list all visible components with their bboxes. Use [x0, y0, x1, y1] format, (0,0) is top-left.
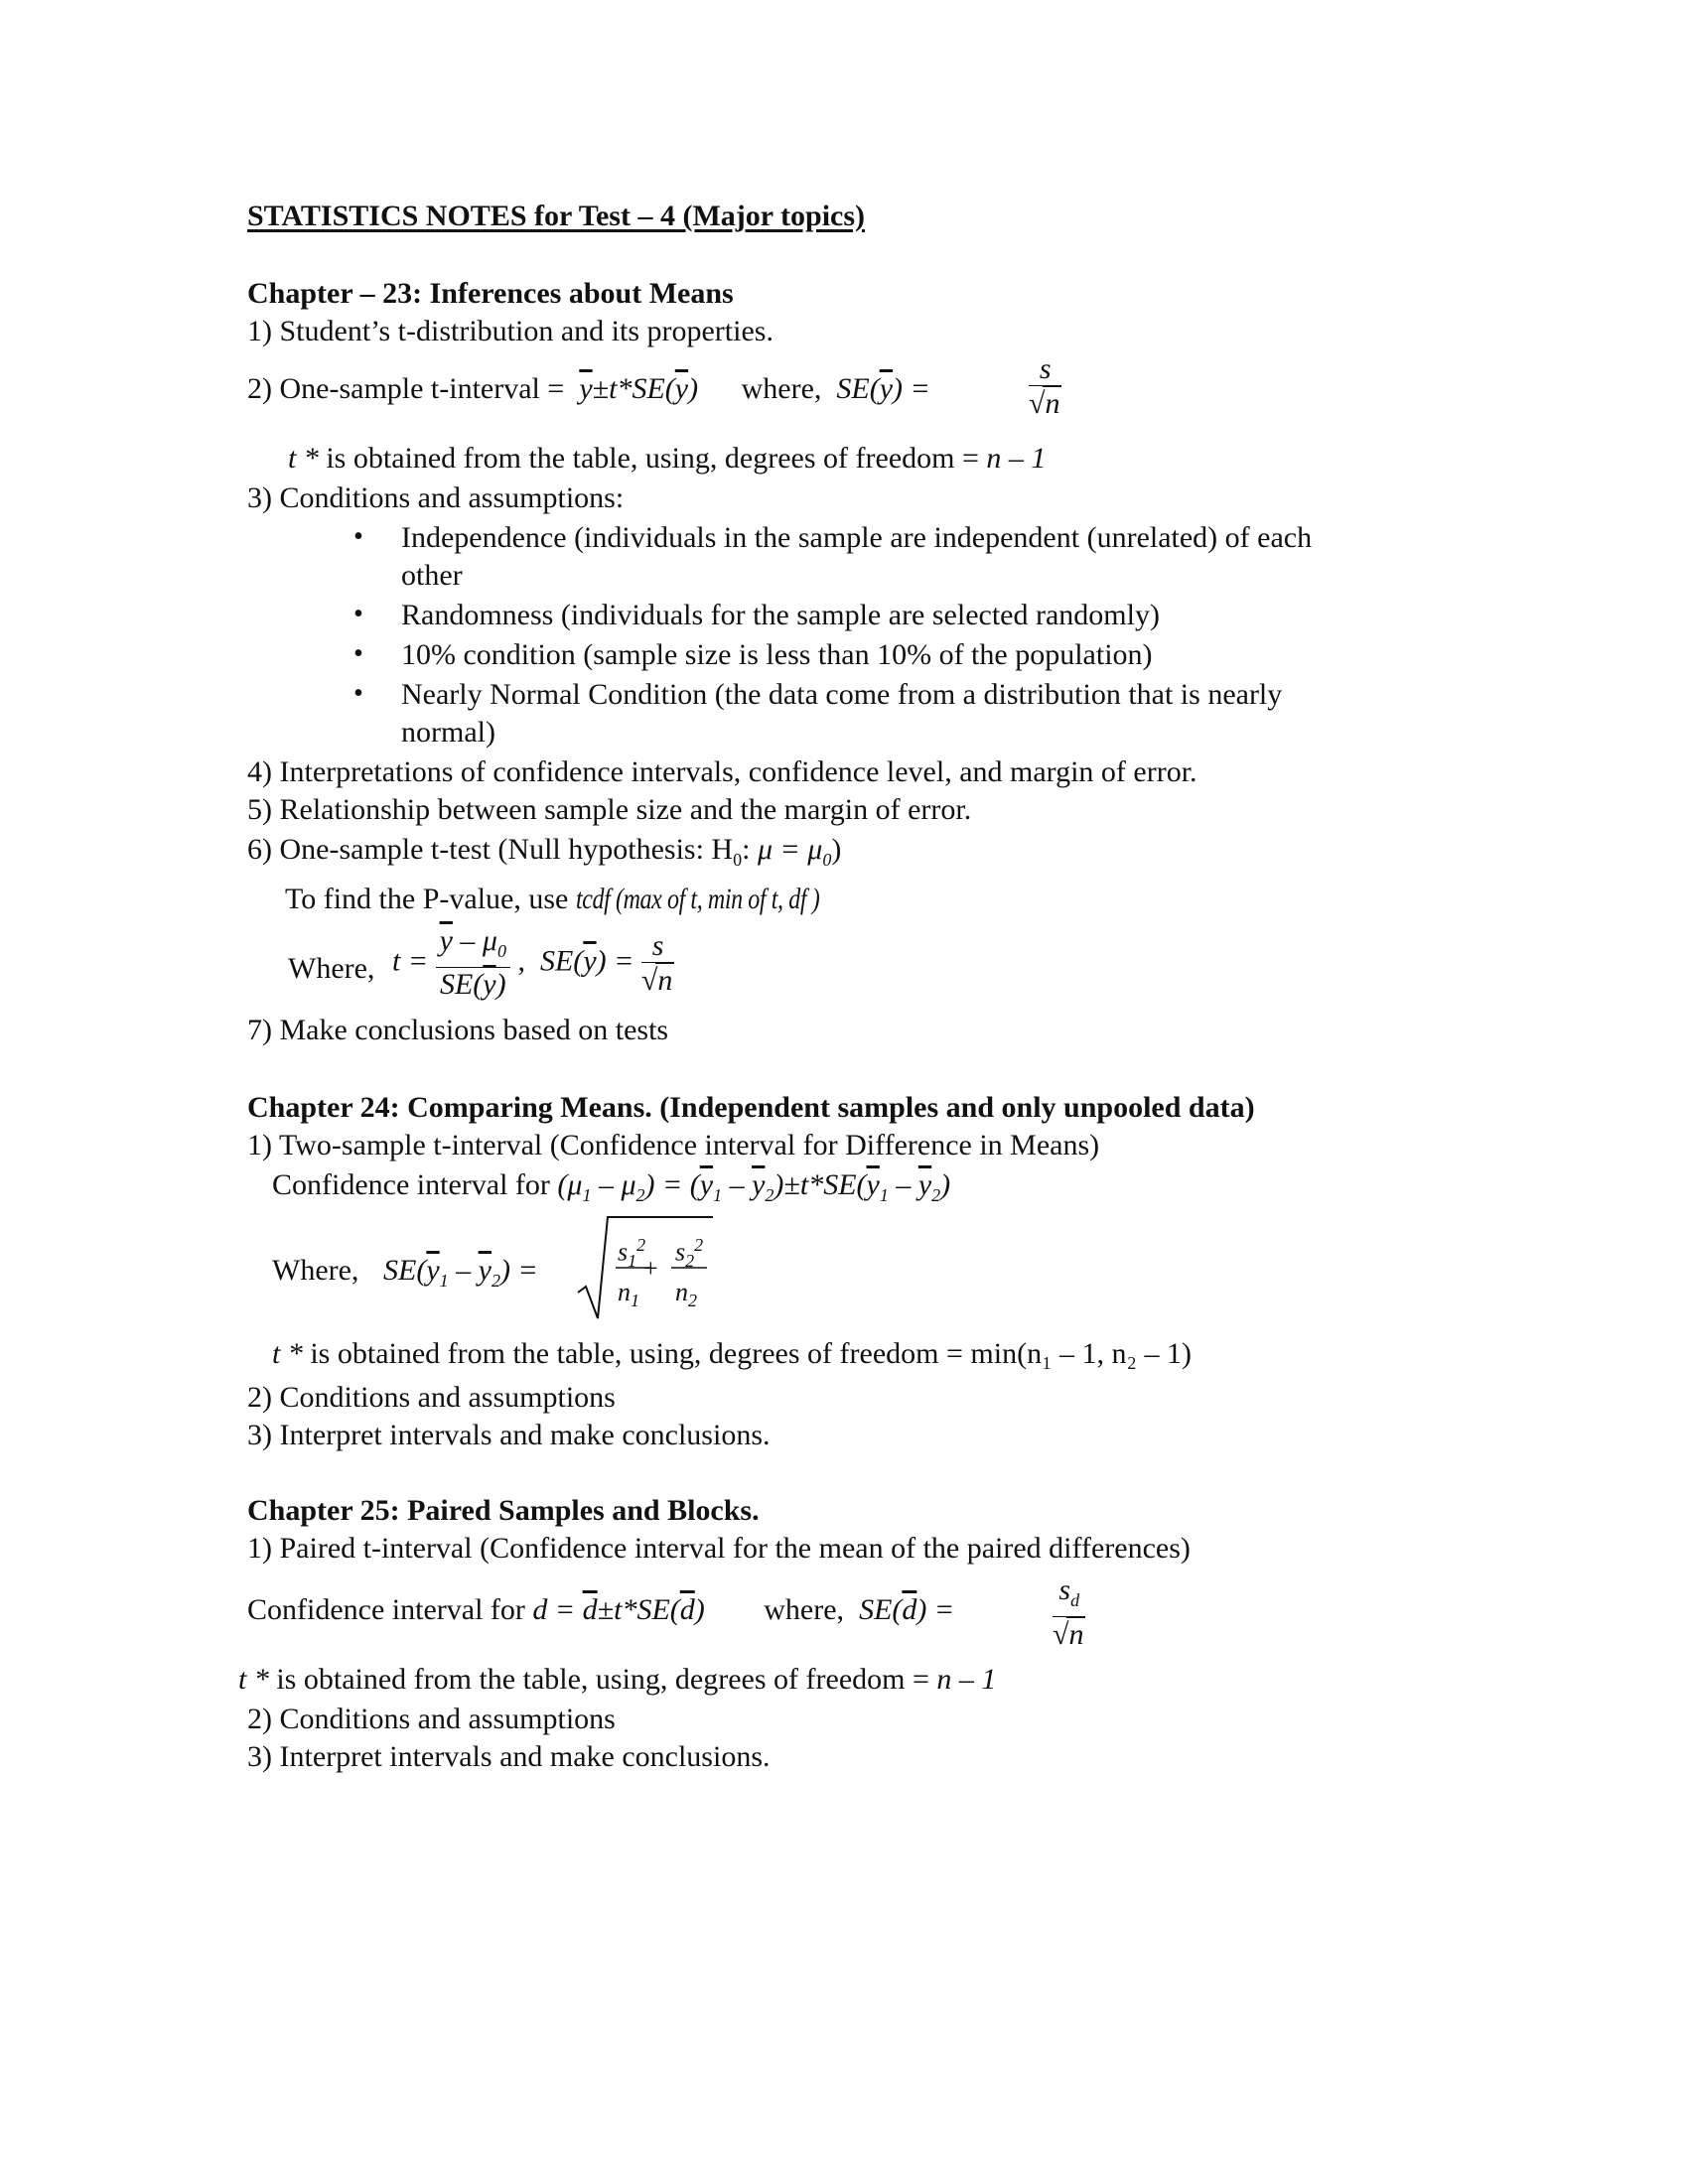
chapter-23-heading: Chapter – 23: Inferences about Means	[247, 277, 734, 310]
ch24-where: Where,	[272, 1254, 359, 1287]
n2: $n_2$	[675, 1278, 697, 1311]
ch25-item-2: 2) Conditions and assumptions	[247, 1703, 616, 1735]
ch24-item-2: 2) Conditions and assumptions	[247, 1381, 616, 1414]
chapter-25-heading: Chapter 25: Paired Samples and Blocks.	[247, 1494, 760, 1527]
two-sample-se-formula: $SE(\overline{y}_1 - \overline{y}_2)$ =	[383, 1254, 538, 1291]
se-fraction: $\frac{s}{√n}$	[1029, 352, 1060, 420]
ch23-where: Where,	[288, 952, 375, 985]
ch23-tstar-line: t * is obtained from the table, using, degrees of freedom = n – 1	[288, 442, 1047, 475]
paired-interval-formula: $d = \overline{d}\pm t*SE(\overline{d})$	[532, 1593, 705, 1626]
ch23-item-1: 1) Student’s t-distribution and its properties.	[247, 315, 774, 347]
ch25-item-3: 3) Interpret intervals and make conclusions.	[247, 1740, 771, 1773]
ch24-tstar-line: t * is obtained from the table, using, degrees of freedom = min(n₁ – 1, n₂ – 1)	[272, 1337, 1192, 1370]
ch24-ci-line: Confidence interval for $(\mu_1 - \mu_2) = (\overline{y}_1 - \overline{y}_2)\pm t*SE(\overline{y}_1 - \overline{y}_2)$	[272, 1168, 951, 1205]
bullet-icon: •	[353, 521, 363, 552]
ch23-pvalue-line: To find the P-value, use tcdf (max of t, min of t, df )	[285, 883, 820, 915]
ch23-item-2-text: 2) One-sample t-interval =	[247, 372, 565, 405]
bullet-4-line-2: normal)	[401, 716, 495, 749]
one-sample-interval-formula: $\overline{y}\pm t*SE(\overline{y})$	[579, 372, 699, 405]
ch23-item-6: 6) One-sample t-test (Null hypothesis: $H_0$: $\mu = \mu_0$)	[247, 833, 842, 870]
bullet-4-line-1: Nearly Normal Condition (the data come from a distribution that is nearly	[401, 678, 1283, 711]
ch24-item-3: 3) Interpret intervals and make conclusions.	[247, 1419, 771, 1451]
bullet-1-line-2: other	[401, 559, 463, 592]
se-formula: $SE(\overline{y})$ =	[828, 372, 930, 405]
ch23-item-2-where: where,	[741, 372, 822, 405]
ch25-ci-line: Confidence interval for $d = \overline{d}\pm t*SE(\overline{d})$ where, $SE(\overline{d})$ =	[247, 1593, 955, 1626]
page-title: STATISTICS NOTES for Test – 4 (Major topics)	[247, 200, 866, 232]
bullet-3: 10% condition (sample size is less than 10% of the population)	[401, 638, 1153, 671]
s1-squared: $s_1^2$	[618, 1235, 646, 1271]
bullet-1-line-1: Independence (individuals in the sample are independent (unrelated) of each	[401, 521, 1313, 554]
tcdf-function: tcdf (max of t, min of t, df )	[575, 883, 820, 915]
paired-se-fraction: $\frac{s_d}{√n}$	[1053, 1573, 1084, 1651]
ch25-item-1: 1) Paired t-interval (Confidence interval for the mean of the paired differences)	[247, 1532, 1191, 1565]
n1: $n_1$	[618, 1278, 639, 1311]
bullet-icon: •	[353, 638, 363, 669]
ch23-item-4: 4) Interpretations of confidence intervals, confidence level, and margin of error.	[247, 755, 1197, 788]
ch23-item-5: 5) Relationship between sample size and the margin of error.	[247, 793, 972, 826]
ch25-tstar-line: t * is obtained from the table, using, degrees of freedom = n – 1	[238, 1663, 997, 1696]
ch23-item-7: 7) Make conclusions based on tests	[247, 1014, 669, 1046]
bullet-2: Randomness (individuals for the sample are selected randomly)	[401, 599, 1160, 631]
bullet-icon: •	[353, 599, 363, 629]
t-statistic-formula: t = $\frac{\overline{y} - \mu_0}{SE(\overline{y})}$ , $SE(\overline{y})$ = $\frac{s}{√n}$	[392, 924, 673, 1001]
ch23-item-2	[247, 371, 930, 407]
s2-squared: $s_2^2$	[675, 1235, 704, 1271]
plus-sign: +	[643, 1254, 658, 1283]
two-sample-interval-formula: $(\mu_1 - \mu_2) = (\overline{y}_1 - \overline{y}_2)\pm t*SE(\overline{y}_1 - \overline{y}_2)$	[557, 1168, 951, 1205]
bullet-icon: •	[353, 678, 363, 709]
ch24-item-1: 1) Two-sample t-interval (Confidence interval for Difference in Means)	[247, 1129, 1100, 1161]
chapter-24-heading: Chapter 24: Comparing Means. (Independent samples and only unpooled data)	[247, 1091, 1255, 1124]
ch23-item-3: 3) Conditions and assumptions:	[247, 481, 625, 514]
